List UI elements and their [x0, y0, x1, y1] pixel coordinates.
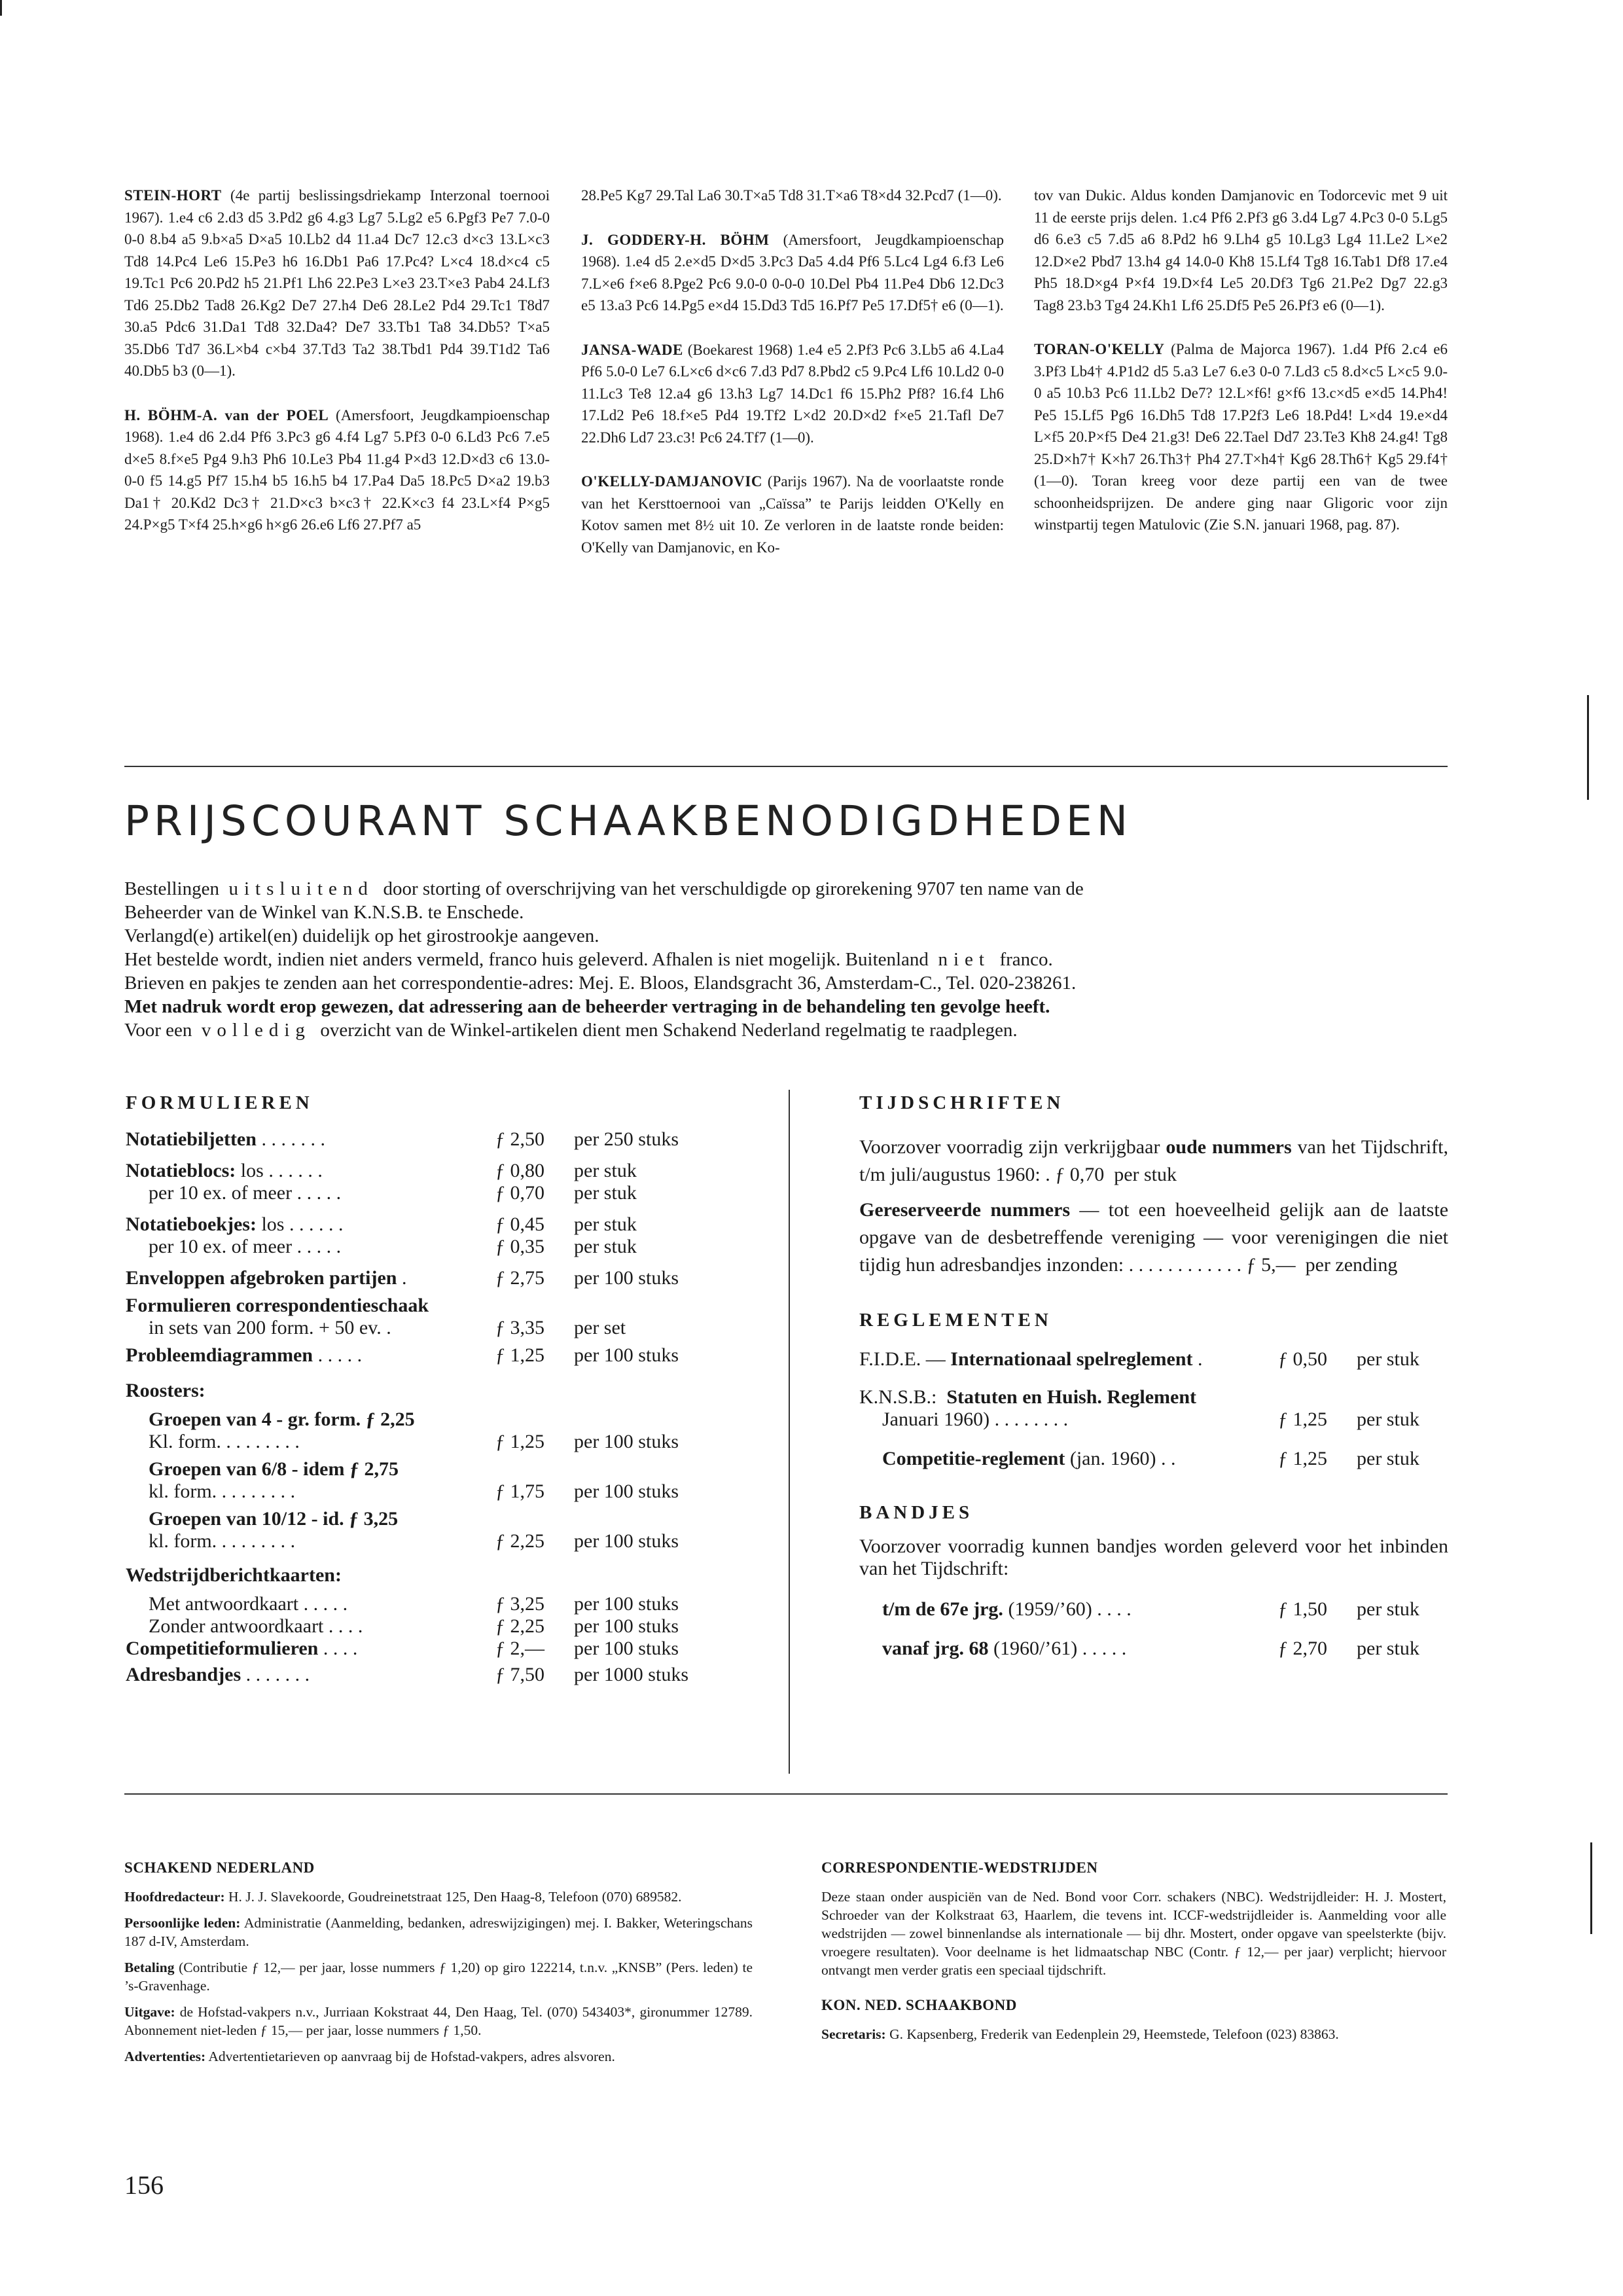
price-row: t/m de 67e jrg. (1959/’60) . . . . ƒ 1,50 per stuk [882, 1598, 1419, 1620]
price-row-heading: Groepen van 10/12 - id. ƒ 3,25 [149, 1508, 399, 1530]
tijdschriften-section [859, 1092, 1448, 1660]
bandjes-text: Voorzover voorradig kunnen bandjes worden geleverd voor het inbinden van het Tijdschrift: [859, 1535, 1448, 1579]
intro-line-5: Brieven en pakjes te zenden aan het correspondentie-adres: Mej. E. Bloos, Elandsgracht 36, Amsterdam-C., Tel. 020-238261. [124, 973, 1077, 994]
colophon-right [821, 1859, 1446, 2051]
bandjes-heading: BANDJES [859, 1502, 974, 1523]
price-column-divider [789, 1090, 790, 1774]
price-row: Notatieboekjes: los . . . . . . ƒ 0,45 per stuk [126, 1213, 637, 1235]
games-column-1 [124, 185, 550, 558]
price-row: Notatiebiljetten . . . . . . . ƒ 2,50 per 250 stuks [126, 1128, 679, 1150]
reglementen-heading: REGLEMENTEN [859, 1310, 1052, 1331]
price-row: per 10 ex. of meer . . . . . ƒ 0,70 per stuk [149, 1182, 637, 1204]
price-row: Competitieformulieren . . . . ƒ 2,— per 100 stuks [126, 1638, 679, 1659]
colophon-heading: SCHAKEND NEDERLAND [124, 1859, 315, 1876]
price-row-heading: Groepen van 4 - gr. form. ƒ 2,25 [149, 1408, 415, 1430]
price-row-heading: Formulieren correspondentieschaak [126, 1295, 429, 1316]
divider-top [124, 766, 1448, 767]
price-row: Notatieblocs: los . . . . . . ƒ 0,80 per stuk [126, 1160, 637, 1181]
intro-text [124, 877, 1448, 1042]
gereserveerde-nummers-text: Gereserveerde nummers — tot een hoeveelheid gelijk aan de laatste opgave van de desbetreffende vereniging — voor verenigingen die niet tijdig hun adresbandjes inzonden: . . . . . . . . . . . . ƒ 5,— per zending [859, 1199, 1449, 1276]
price-row: in sets van 200 form. + 50 ev. . ƒ 3,35 per set [149, 1317, 626, 1338]
colophon-advertising: Advertenties: Advertentietarieven op aanvraag bij de Hofstad-vakpers, adres alsvoren. [124, 2049, 615, 2064]
knsb-heading: KON. NED. SCHAAKBOND [821, 1997, 1017, 2013]
price-row-heading: Groepen van 6/8 - idem ƒ 2,75 [149, 1458, 399, 1480]
correspondentie-text: Deze staan onder auspiciën van de Ned. Bond voor Corr. schakers (NBC). Wedstrijdleider: H. J. Mostert, Schroeder van der Kolkstraat 63, Haarlem, die tevens int. ICCF-wedstrijdleider is. Aanmelding voor alle wedstrijden — zowel binnenlandse als internationale — bij dhr. Mostert, onder opgave van speelsterkte (bijv. vroegere resultaten). Voor deelname is het lidmaatschap NBC (Contr. ƒ 12,— per jaar) verplicht; hiervoor ontvangt men verder gratis een speciaal tijdschrift. [821, 1889, 1446, 1978]
price-row: Met antwoordkaart . . . . . ƒ 3,25 per 100 stuks [149, 1593, 679, 1615]
price-row: vanaf jrg. 68 (1960/’61) . . . . . ƒ 2,70 per stuk [882, 1638, 1419, 1659]
price-row: F.I.D.E. — Internationaal spelreglement . ƒ 0,50 per stuk [859, 1348, 1419, 1370]
price-row: Competitie-reglement (jan. 1960) . . ƒ 1,25 per stuk [882, 1448, 1419, 1469]
game-goddery-bohm: J. GODDERY-H. BÖHM (Amersfoort, Jeugdkampioenschap 1968). 1.e4 d5 2.e×d5 D×d5 3.Pc3 Da5 4.d4 Pf6 5.Lc4 Lg4 6.f3 Le6 7.L×e6 f×e6 8.Pge2 Pc6 9.0-0 0-0-0 10.Del Pb4 11.Pe4 Db6 12.Dc3 e5 13.a3 Pc6 14.Pg5 e×d4 15.Dd3 Td5 16.Pf7 Pe5 17.Df5† e6 (0—1). [581, 231, 1004, 314]
formulieren-section [126, 1092, 780, 1686]
games-column-3 [1034, 185, 1448, 558]
knsb-secretary: Secretaris: G. Kapsenberg, Frederik van Eedenplein 29, Heemstede, Telefoon (023) 83863. [821, 2026, 1339, 2042]
colophon-left [124, 1859, 753, 2073]
price-row: Adresbandjes . . . . . . . ƒ 7,50 per 1000 stuks [126, 1664, 688, 1685]
games-column-2 [581, 185, 1004, 581]
colophon-payment: Betaling (Contributie ƒ 12,— per jaar, losse nummers ƒ 1,20) op giro 122214, t.n.v. „KNSB” (Pers. leden) te ’s-Gravenhage. [124, 1960, 753, 1994]
colophon-members: Persoonlijke leden: Administratie (Aanmelding, bedanken, adreswijzigingen) mej. I. Bakker, Weteringschans 187 d-IV, Amsterdam. [124, 1915, 753, 1949]
divider-bottom [124, 1793, 1448, 1795]
oude-nummers-text: Voorzover voorradig zijn verkrijgbaar oude nummers van het Tijdschrift, t/m juli/augustus 1960: . ƒ 0,70 per stuk [859, 1136, 1449, 1185]
page-number: 156 [124, 2170, 164, 2200]
intro-line-3: Verlangd(e) artikel(en) duidelijk op het girostrookje aangeven. [124, 925, 599, 946]
scan-mark-right-1 [1587, 695, 1589, 800]
tijdschriften-heading: TIJDSCHRIFTEN [859, 1092, 1065, 1113]
correspondentie-heading: CORRESPONDENTIE-WEDSTRIJDEN [821, 1859, 1098, 1876]
game-bohm-poel: H. BÖHM-A. van der POEL (Amersfoort, Jeugdkampioenschap 1968). 1.e4 d6 2.d4 Pf6 3.Pc3 g6 4.f4 Lg7 5.Pf3 0-0 6.Ld3 Pc6 7.e5 d×e5 8.f×e5 Pg4 9.h3 Ph6 10.Le3 Pb4 11.g4 P×d3 12.D×d3 c6 13.0-0-0 f5 14.g5 Pf7 15.h4 b5 16.h5 b4 17.Pa4 Da5 18.Pc5 D×a2 19.b3 Da1† 20.Kd2 Dc3† 21.D×c3 b×c3† 22.K×c3 f4 23.L×f4 P×g5 24.P×g5 T×f4 25.h×g6 h×g6 26.e6 Lf6 27.Pf7 a5 [124, 406, 550, 533]
scan-mark-left [0, 0, 2, 16]
price-row: kl. form. . . . . . . . . ƒ 1,75 per 100 stuks [149, 1480, 679, 1502]
page-title: PRIJSCOURANT SCHAAKBENODIGDHEDEN [124, 797, 1132, 845]
price-row: Zonder antwoordkaart . . . . ƒ 2,25 per 100 stuks [149, 1615, 679, 1637]
game-continuation: 28.Pe5 Kg7 29.Tal La6 30.T×a5 Td8 31.T×a6 T8×d4 32.Pcd7 (1—0). [581, 187, 1002, 204]
game-jansa-wade: JANSA-WADE (Boekarest 1968) 1.e4 e5 2.Pf3 Pc6 3.Lb5 a6 4.La4 Pf6 5.0-0 Le7 6.L×c6 d×c6 7.d3 Pd7 8.Pbd2 c5 9.Pc4 Lf6 10.Ld2 0-0 11.Lc3 Te8 12.a4 g6 13.h3 Lg7 14.Dc1 f6 15.Ph2 Pf8? 16.f4 Lh6 17.Ld2 Pe6 18.f×e5 Pd4 19.Tf2 L×d2 20.D×d2 f×e5 21.Tafl De7 22.Dh6 Ld7 23.c3! Pc6 24.Tf7 (1—0). [581, 341, 1004, 446]
game-toran-okelly: TORAN-O'KELLY (Palma de Majorca 1967). 1.d4 Pf6 2.c4 e6 3.Pf3 Lb4† 4.P1d2 d5 5.a3 Le7 6.e3 0-0 7.Ld3 c5 8.d×c5 L×c5 9.0-0 a5 10.b3 Pc6 11.Lb2 De7? 12.L×f6! g×f6 13.c×d5 e×d5 14.Ph4! Pe5 15.Lf5 Pg6 16.Dh5 Td8 17.P2f3 Le6 18.Pd4! L×d4 19.e×d4 L×f5 20.P×f5 De4 21.g3! De6 22.Tael Dd7 23.Te3 Kh8 24.g4! Tg8 25.D×h7† K×h7 26.Th3† Ph4 27.T×h4† Kg6 28.Th6† Kg5 29.f4† (1—0). Toran kreeg voor deze partij een van de twee schoonheidsprijzen. De andere ging naar Gligoric voor zijn winstpartij tegen Matulovic (Zie S.N. januari 1968, pag. 87). [1034, 341, 1448, 533]
wedstrijd-heading: Wedstrijdberichtkaarten: [126, 1564, 342, 1586]
price-row-heading: K.N.S.B.: Statuten en Huish. Reglement [859, 1386, 1197, 1408]
price-row: kl. form. . . . . . . . . ƒ 2,25 per 100 stuks [149, 1530, 679, 1552]
colophon-publisher: Uitgave: de Hofstad-vakpers n.v., Jurriaan Kokstraat 44, Den Haag, Tel. (070) 543403*, gironummer 12789. Abonnement niet-leden ƒ 15,— per jaar, losse nummers ƒ 1,50. [124, 2004, 753, 2038]
price-row: per 10 ex. of meer . . . . . ƒ 0,35 per stuk [149, 1236, 637, 1257]
roosters-heading: Roosters: [126, 1380, 205, 1401]
intro-line-2: Beheerder van de Winkel van K.N.S.B. te Enschede. [124, 902, 524, 923]
colophon-editor: Hoofdredacteur: H. J. J. Slavekoorde, Goudreinetstraat 125, Den Haag-8, Telefoon (070) 689582. [124, 1889, 682, 1905]
formulieren-heading: FORMULIEREN [126, 1092, 313, 1113]
game-okelly-continuation: tov van Dukic. Aldus konden Damjanovic en Todorcevic met 9 uit 11 de eerste prijs delen. 1.c4 Pf6 2.Pf3 g6 3.d4 Lg7 4.Pc3 0-0 5.Lg5 d6 6.e3 c5 7.d5 a6 8.Pd2 h6 9.Lh4 g5 10.Lg3 Lg4 11.Le2 L×e2 12.D×e2 Pbd7 13.h4 g4 14.0-0 Kh8 15.Lf4 Tg8 16.Tab1 Df8 17.e4 Ph5 18.D×g4 P×f4 19.D×f4 Le5 20.Df3 Tg6 21.Pe2 Dg7 22.g3 Tag8 23.b3 Tg4 24.Kh1 Lf6 25.Df5 Pe5 26.Pf3 e6 (0—1). [1034, 187, 1448, 314]
price-row: Enveloppen afgebroken partijen . ƒ 2,75 per 100 stuks [126, 1267, 679, 1289]
intro-line-6: Met nadruk wordt erop gewezen, dat adressering aan de beheerder vertraging in de behandeling ten gevolge heeft. [124, 996, 1050, 1017]
intro-line-4: Het bestelde wordt, indien niet anders vermeld, franco huis geleverd. Afhalen is niet mogelijk. Buitenland niet franco. [124, 949, 1053, 970]
intro-line-1: Bestellingen uitsluitend door storting of overschrijving van het verschuldigde op girorekening 9707 ten name van de [124, 878, 1084, 899]
intro-line-7: Voor een volledig overzicht van de Winkel-artikelen dient men Schakend Nederland regelmatig te raadplegen. [124, 1020, 1018, 1041]
price-row: Januari 1960) . . . . . . . . ƒ 1,25 per stuk [882, 1408, 1419, 1430]
scan-mark-right-2 [1590, 1842, 1592, 1934]
game-okelly-damjanovic: O'KELLY-DAMJANOVIC (Parijs 1967). Na de voorlaatste ronde van het Kersttoernooi van „Caïssa” te Parijs leidden O'Kelly en Kotov samen met 8½ uit 10. Ze verloren in de laatste ronde beiden: O'Kelly van Damjanovic, en Ko- [581, 473, 1004, 556]
game-stein-hort: STEIN-HORT (4e partij beslissingsdriekamp Interzonal toernooi 1967). 1.e4 c6 2.d3 d5 3.Pd2 g6 4.g3 Lg7 5.Lg2 e5 6.Pgf3 Pe7 7.0-0 0-0 8.b4 a5 9.b×a5 D×a5 10.Lb2 d4 11.a4 Dc7 12.c3 d×c3 13.L×c3 Td8 14.Pc4 Le6 15.Pe3 h6 16.Db1 Pa6 17.Pc4? L×c4 18.d×c4 c5 19.Tc1 Pc6 20.Pd2 h5 21.Pf1 Lh6 22.Pe3 L×e3 23.T×e3 Pab4 24.Lf3 Td6 25.Db2 Tad8 26.Kg2 De7 27.h4 De6 28.Le2 Pd4 29.Tc1 T8d7 30.a5 Pdc6 31.Da1 Td8 32.Da4? De7 33.Tb1 Ta8 34.Db5? T×a5 35.Db6 Td7 36.L×b4 c×b4 37.Td3 Ta2 38.Tbd1 Pd4 39.T1d2 Ta6 40.Db5 b3 (0—1). [124, 187, 550, 379]
price-row: Kl. form. . . . . . . . . ƒ 1,25 per 100 stuks [149, 1431, 679, 1452]
price-row: Probleemdiagrammen . . . . . ƒ 1,25 per 100 stuks [126, 1344, 679, 1366]
